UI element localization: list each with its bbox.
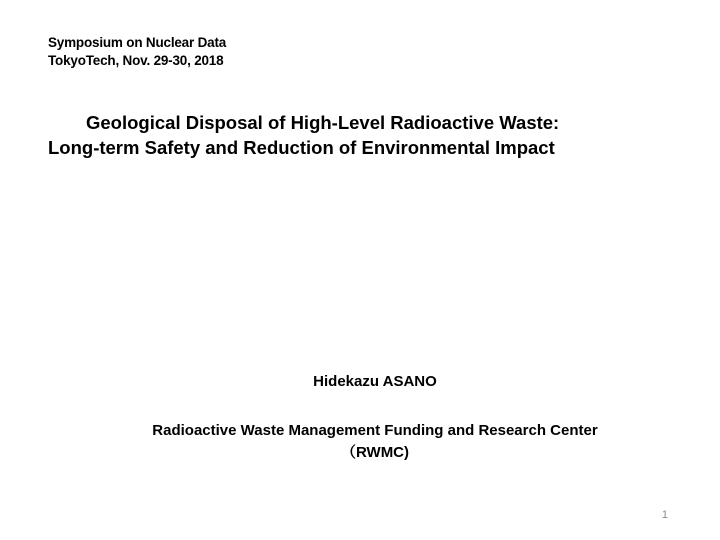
- title-line-2: Long-term Safety and Reduction of Environmental Impact: [48, 137, 555, 158]
- slide-title: [48, 110, 688, 160]
- event-venue-date: TokyoTech, Nov. 29-30, 2018: [48, 53, 224, 68]
- organization-abbreviation: （RWMC): [340, 444, 410, 461]
- author-name: Hidekazu ASANO: [313, 373, 437, 390]
- organization: [0, 420, 720, 464]
- organization-name: Radioactive Waste Management Funding and Research Center: [152, 422, 598, 439]
- event-name: Symposium on Nuclear Data: [48, 35, 227, 50]
- event-info: [48, 34, 226, 70]
- slide-number: 1: [661, 509, 668, 521]
- title-line-1: Geological Disposal of High-Level Radioactive Waste:: [86, 112, 560, 133]
